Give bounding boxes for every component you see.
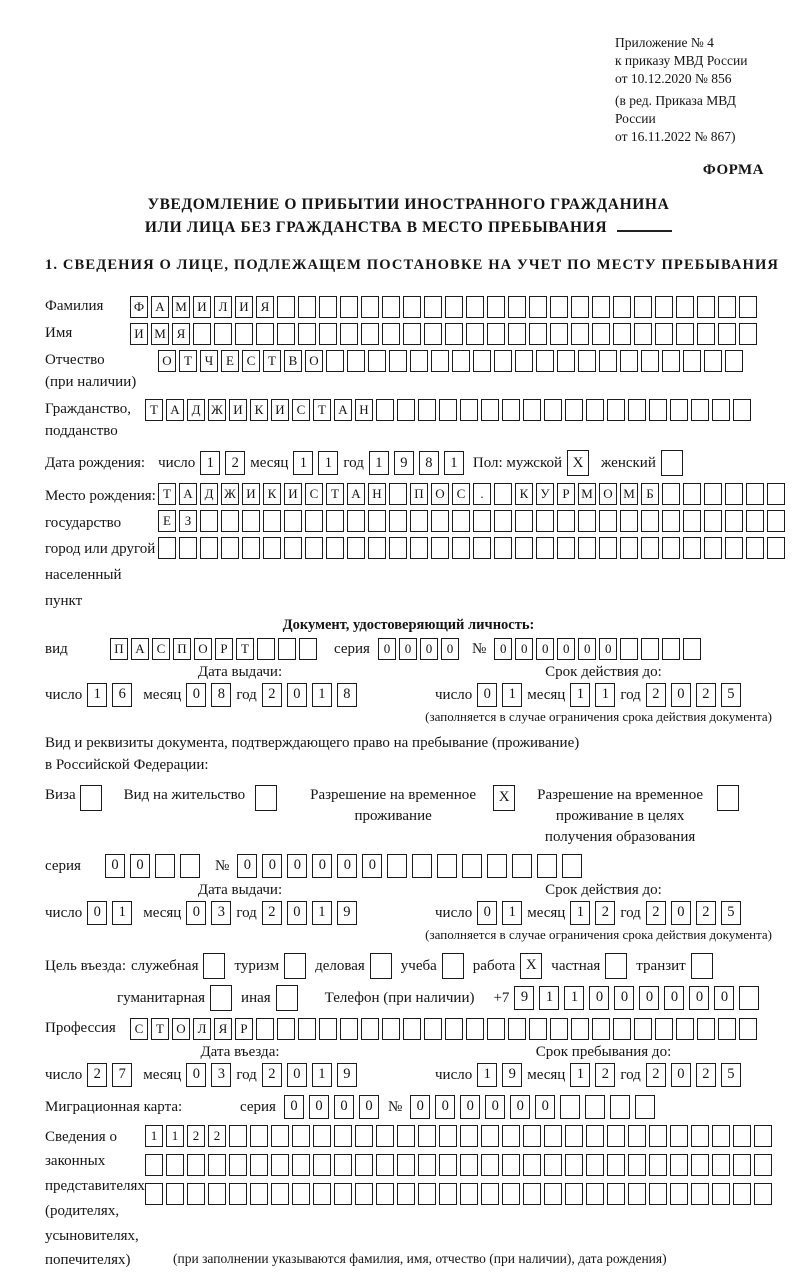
id-doc-heading: Документ, удостоверяющий личность:: [282, 616, 535, 633]
purpose-humanitarian-label: гуманитарная: [117, 989, 206, 1006]
phone-prefix: +7: [493, 989, 510, 1006]
purpose-transit-checkbox[interactable]: [691, 953, 713, 979]
id-doc-number-cells[interactable]: 0 0 0 0 0 0: [494, 638, 704, 660]
permit-issue-day-cells[interactable]: 0 1: [87, 901, 137, 925]
representatives-label: Сведения о законных представителях (родителях, усыновителях, попечителях): [45, 1128, 145, 1269]
migration-card-row: [45, 1095, 772, 1119]
purpose-business-checkbox[interactable]: [370, 953, 392, 979]
validity-header: Срок действия до:: [545, 663, 662, 680]
representatives-cells-2[interactable]: [145, 1154, 775, 1176]
entry-dates-row: [45, 1063, 772, 1087]
stay-year-cells[interactable]: 2 0 2 5: [646, 1063, 746, 1087]
form-title-line2: ИЛИ ЛИЦА БЕЗ ГРАЖДАНСТВА В МЕСТО ПРЕБЫВАНИЯ: [45, 216, 772, 239]
stay-day-cells[interactable]: 1 9: [477, 1063, 527, 1087]
migration-number-cells[interactable]: 0 0 0 0 0 0: [410, 1095, 660, 1119]
stay-month-cells[interactable]: 1 2: [570, 1063, 620, 1087]
validity-note: (заполняется в случае ограничения срока действия документа): [425, 926, 772, 942]
id-expiry-month-cells[interactable]: 1 1: [570, 683, 620, 707]
id-doc-type-cells[interactable]: П А С П О Р Т: [110, 638, 320, 660]
permit-series-cells[interactable]: 0 0: [105, 854, 205, 878]
series-label: серия: [334, 640, 370, 657]
birth-date-label: Дата рождения:: [45, 455, 146, 472]
entry-date-header: Дата въезда:: [200, 1043, 280, 1060]
entry-group: число 2 7 месяц 0 3 год 2 0 1 9: [45, 1063, 435, 1087]
surname-cells[interactable]: Ф А М И Л И Я: [130, 296, 760, 318]
id-doc-row: [45, 638, 772, 660]
residence-permit-item: [124, 785, 277, 811]
visa-checkbox[interactable]: [80, 785, 102, 811]
patronymic-row: [45, 350, 772, 394]
id-issue-day-cells[interactable]: 1 6: [87, 683, 137, 707]
forma-label: ФОРМА: [702, 161, 764, 178]
surname-label: Фамилия: [45, 298, 104, 315]
permit-expiry-group: число 0 1 месяц 1 2 год 2 0 2 5: [435, 901, 746, 925]
temp-residence-item: [299, 785, 515, 827]
profession-label: Профессия: [45, 1019, 116, 1036]
permit-type-row: [45, 785, 772, 848]
series-label: серия: [45, 857, 81, 874]
appendix-note-line: от 16.11.2022 № 867): [615, 129, 736, 145]
stay-until-header: Срок пребывания до:: [535, 1043, 672, 1060]
permit-dates-row: [45, 901, 772, 925]
birth-place-cells-2[interactable]: Е З: [158, 510, 788, 532]
id-expiry-year-cells[interactable]: 2 0 2 5: [646, 683, 746, 707]
temp-residence-edu-item: [529, 785, 739, 848]
temp-residence-label: Разрешение на временное проживание: [310, 786, 477, 824]
purpose-private-checkbox[interactable]: [605, 953, 627, 979]
phone-cells[interactable]: 9 1 1 0 0 0 0 0 0: [514, 986, 764, 1010]
permit-issue-month-cells[interactable]: 0 3: [186, 901, 236, 925]
permit-expiry-month-cells[interactable]: 1 2: [570, 901, 620, 925]
validity-note: (заполняется в случае ограничения срока действия документа): [425, 708, 772, 724]
migration-series-cells[interactable]: 0 0 0 0: [284, 1095, 384, 1119]
representatives-cells-3[interactable]: [145, 1183, 775, 1205]
birth-place-label: Место рождения: государство город или другой населенный пункт: [45, 488, 156, 610]
entry-date-headers: [45, 1044, 772, 1061]
purpose-other-checkbox[interactable]: [276, 985, 298, 1011]
purpose-row: [45, 953, 772, 979]
birth-date-row: [45, 450, 772, 476]
permit-number-cells[interactable]: 0 0 0 0 0 0: [237, 854, 587, 878]
purpose-tourism-label: туризм: [234, 957, 280, 974]
purpose-row-2: [117, 985, 772, 1011]
appendix-line: от 10.12.2020 № 856: [615, 70, 732, 86]
temp-residence-checkbox[interactable]: X: [493, 785, 515, 811]
purpose-private-label: частная: [551, 957, 601, 974]
sex-male-checkbox[interactable]: X: [567, 450, 589, 476]
section1-heading: 1. СВЕДЕНИЯ О ЛИЦЕ, ПОДЛЕЖАЩЕМ ПОСТАНОВКЕ НА УЧЕТ ПО МЕСТУ ПРЕБЫВАНИЯ: [45, 257, 780, 274]
validity-header: Срок действия до:: [545, 881, 662, 898]
birth-month-cells[interactable]: 1 1: [293, 451, 343, 475]
representatives-row: [45, 1125, 772, 1273]
migration-card-label: Миграционная карта:: [45, 1098, 183, 1115]
appendix-line: Приложение № 4: [615, 35, 714, 50]
sex-female-checkbox[interactable]: [661, 450, 683, 476]
purpose-other-label: иная: [241, 989, 271, 1006]
purpose-label: Цель въезда:: [45, 957, 126, 974]
id-doc-series-cells[interactable]: 0 0 0 0: [378, 638, 462, 660]
number-label: №: [215, 857, 230, 874]
year-label: год: [343, 455, 364, 472]
entry-day-cells[interactable]: 2 7: [87, 1063, 137, 1087]
representatives-note: (при заполнении указываются фамилия, имя, отчество (при наличии), дата рождения): [173, 1250, 667, 1266]
visa-label: Виза: [45, 786, 76, 803]
stay-group: число 1 9 месяц 1 2 год 2 0 2 5: [435, 1063, 746, 1087]
right-doc-text: Вид и реквизиты документа, подтверждающего право на пребывание (проживание) в Российской Федерации:: [45, 734, 580, 774]
appendix-line: к приказу МВД России: [615, 52, 748, 68]
residence-permit-checkbox[interactable]: [255, 785, 277, 811]
series-label: серия: [240, 1098, 276, 1115]
permit-expiry-year-cells[interactable]: 2 0 2 5: [646, 901, 746, 925]
id-issue-year-cells[interactable]: 2 0 1 8: [262, 683, 362, 707]
phone-label: Телефон (при наличии): [324, 989, 475, 1006]
blank-underline: [617, 218, 672, 232]
citizenship-cells[interactable]: Т А Д Ж И К И С Т А Н: [145, 399, 754, 421]
temp-residence-edu-label: Разрешение на временное проживание в целях получения образования: [537, 786, 704, 845]
id-doc-date-headers: [45, 664, 772, 681]
permit-expiry-day-cells[interactable]: 0 1: [477, 901, 527, 925]
purpose-official-label: служебная: [130, 957, 199, 974]
month-label: месяц: [250, 455, 289, 472]
visa-item: [45, 785, 102, 811]
given-name-row: [45, 323, 772, 345]
purpose-study-label: учеба: [400, 957, 437, 974]
purpose-business-label: деловая: [315, 957, 365, 974]
purpose-tourism-checkbox[interactable]: [284, 953, 306, 979]
id-issue-month-cells[interactable]: 0 8: [186, 683, 236, 707]
purpose-work-checkbox[interactable]: X: [520, 953, 542, 979]
temp-residence-edu-checkbox[interactable]: [717, 785, 739, 811]
form-title-line1: УВЕДОМЛЕНИЕ О ПРИБЫТИИ ИНОСТРАННОГО ГРАЖДАНИНА: [147, 195, 670, 213]
profession-row: [45, 1018, 772, 1040]
birth-year-cells[interactable]: 1 9 8 1: [369, 451, 469, 475]
number-label: №: [387, 1098, 403, 1115]
representatives-cells-1[interactable]: 1 1 2 2: [145, 1125, 775, 1147]
permit-issue-group: число 0 1 месяц 0 3 год 2 0 1 9: [45, 901, 435, 925]
day-label: число: [158, 455, 196, 472]
birth-place-row: [45, 483, 772, 614]
profession-cells[interactable]: С Т О Л Я Р: [130, 1018, 760, 1040]
sex-male-label: Пол: мужской: [472, 455, 563, 472]
given-name-cells[interactable]: И М Я: [130, 323, 760, 345]
citizenship-label: Гражданство, подданство: [45, 400, 132, 439]
patronymic-label: Отчество (при наличии): [45, 352, 137, 391]
birth-day-cells[interactable]: 1 2: [200, 451, 250, 475]
citizenship-row: [45, 399, 772, 443]
kind-label: вид: [45, 640, 68, 657]
purpose-humanitarian-checkbox[interactable]: [210, 985, 232, 1011]
permit-date-headers: [45, 882, 772, 899]
purpose-transit-label: транзит: [636, 957, 686, 974]
representatives-grid: [145, 1125, 775, 1267]
given-name-label: Имя: [45, 325, 73, 342]
entry-year-cells[interactable]: 2 0 1 9: [262, 1063, 362, 1087]
permit-series-row: [45, 854, 772, 878]
surname-row: [45, 296, 772, 318]
appendix-reference: [615, 34, 772, 146]
id-expiry-day-cells[interactable]: 0 1: [477, 683, 527, 707]
birth-place-grid: [158, 483, 788, 559]
purpose-study-checkbox[interactable]: [442, 953, 464, 979]
birth-place-cells-3[interactable]: [158, 537, 788, 559]
appendix-note-line: (в ред. Приказа МВД России: [615, 93, 736, 127]
patronymic-cells[interactable]: О Т Ч Е С Т В О: [158, 350, 746, 372]
entry-month-cells[interactable]: 0 3: [186, 1063, 236, 1087]
permit-issue-year-cells[interactable]: 2 0 1 9: [262, 901, 362, 925]
issue-date-header: Дата выдачи:: [197, 663, 283, 680]
purpose-work-label: работа: [472, 957, 516, 974]
purpose-official-checkbox[interactable]: [203, 953, 225, 979]
form-title: [45, 193, 772, 240]
number-label: №: [471, 640, 487, 657]
birth-place-cells-1[interactable]: Т А Д Ж И К И С Т А Н П О С . К У Р М О М Б: [158, 483, 788, 505]
issue-date-header: Дата выдачи:: [197, 881, 283, 898]
id-issue-group: число 1 6 месяц 0 8 год 2 0 1 8: [45, 683, 435, 707]
id-doc-dates-row: [45, 683, 772, 707]
sex-female-label: женский: [601, 455, 656, 472]
residence-permit-label: Вид на жительство: [123, 786, 246, 803]
id-expiry-group: число 0 1 месяц 1 1 год 2 0 2 5: [435, 683, 746, 707]
